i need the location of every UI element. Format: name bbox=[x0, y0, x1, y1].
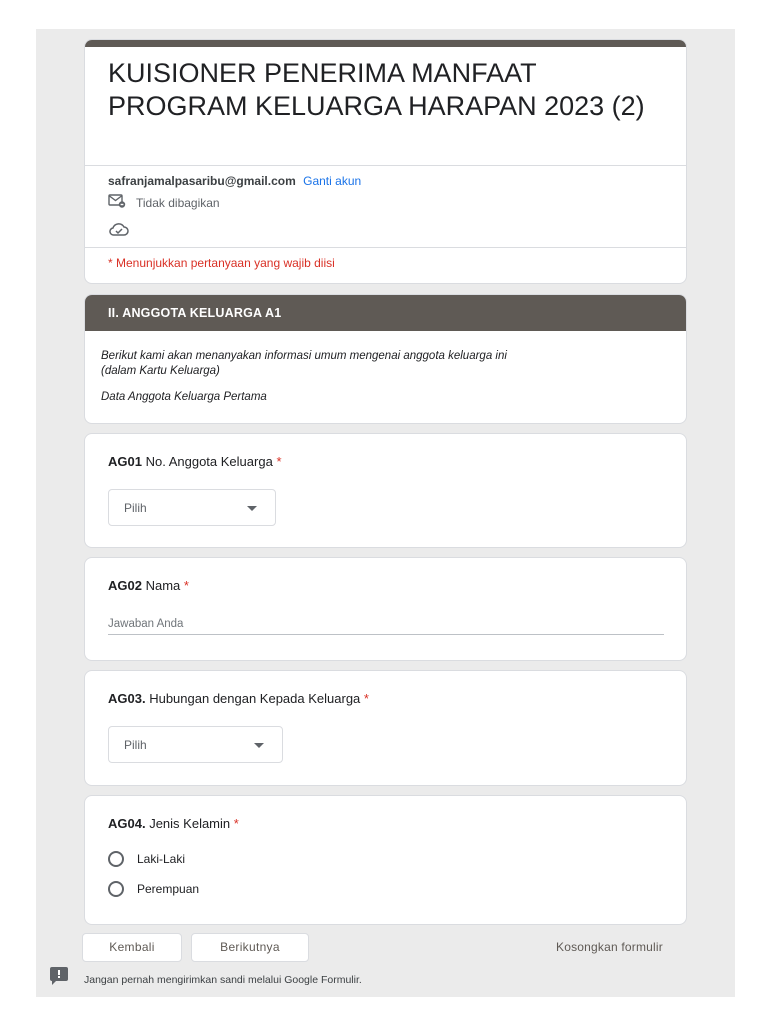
radio-button[interactable] bbox=[108, 881, 124, 897]
divider bbox=[85, 165, 686, 166]
question-label: Nama bbox=[145, 578, 181, 593]
divider bbox=[85, 247, 686, 248]
member-number-dropdown[interactable] bbox=[108, 489, 276, 526]
dropdown-caret-icon bbox=[254, 743, 264, 748]
question-label: No. Anggota Keluarga bbox=[145, 454, 273, 469]
question-code: AG02 bbox=[108, 578, 142, 593]
question-code: AG03. bbox=[108, 691, 146, 706]
account-email: safranjamalpasaribu@gmail.com bbox=[108, 174, 296, 188]
cloud-check-icon bbox=[108, 222, 130, 243]
switch-account-link[interactable]: Ganti akun bbox=[303, 174, 362, 188]
question-label: Jenis Kelamin bbox=[149, 816, 231, 831]
section-description: Berikut kami akan menanyakan informasi umum mengenai anggota keluarga ini (dalam Kartu Keluarga) bbox=[101, 350, 507, 377]
gender-option-female[interactable] bbox=[108, 881, 199, 897]
password-warning: Jangan pernah mengirimkan sandi melalui Google Formulir. bbox=[84, 974, 362, 986]
question-label: Hubungan dengan Kepada Keluarga bbox=[149, 691, 361, 706]
relationship-dropdown[interactable] bbox=[108, 726, 283, 763]
form-title: KUISIONER PENERIMA MANFAAT PROGRAM KELUARGA HARAPAN 2023 (2) bbox=[108, 58, 645, 121]
question-code: AG04. bbox=[108, 816, 146, 831]
back-button[interactable]: Kembali bbox=[82, 933, 182, 962]
question-code: AG01 bbox=[108, 454, 142, 469]
header-accent-bar bbox=[85, 40, 686, 47]
question-title bbox=[108, 691, 369, 706]
dropdown-caret-icon bbox=[247, 506, 257, 511]
question-title bbox=[108, 578, 189, 593]
required-star: * bbox=[233, 816, 239, 831]
next-button[interactable]: Berikutnya bbox=[191, 933, 309, 962]
clear-form-button[interactable]: Kosongkan formulir bbox=[556, 940, 663, 954]
mail-lock-icon bbox=[108, 194, 126, 211]
radio-button[interactable] bbox=[108, 851, 124, 867]
name-input[interactable]: Jawaban Anda bbox=[108, 618, 664, 635]
required-star: * bbox=[183, 578, 189, 593]
required-star: * bbox=[363, 691, 369, 706]
question-card-ag01 bbox=[84, 433, 687, 548]
section-card bbox=[84, 294, 687, 424]
question-title bbox=[108, 454, 282, 469]
not-shared-label: Tidak dibagikan bbox=[136, 195, 220, 210]
question-title bbox=[108, 816, 239, 831]
dropdown-placeholder: Pilih bbox=[124, 501, 147, 515]
section-title: II. ANGGOTA KELUARGA A1 bbox=[85, 295, 686, 331]
form-header-card bbox=[84, 39, 687, 284]
gender-option-male[interactable] bbox=[108, 851, 185, 867]
question-card-ag04 bbox=[84, 795, 687, 925]
question-card-ag03 bbox=[84, 670, 687, 786]
report-icon[interactable] bbox=[50, 967, 68, 981]
question-card-ag02 bbox=[84, 557, 687, 661]
option-label: Perempuan bbox=[137, 882, 200, 896]
section-subheading: Data Anggota Keluarga Pertama bbox=[101, 391, 267, 403]
required-note: * Menunjukkan pertanyaan yang wajib diisi bbox=[108, 256, 335, 270]
required-star: * bbox=[276, 454, 282, 469]
dropdown-placeholder: Pilih bbox=[124, 738, 147, 752]
option-label: Laki-Laki bbox=[137, 852, 186, 866]
sharing-status bbox=[108, 194, 220, 211]
account-row bbox=[108, 174, 361, 188]
